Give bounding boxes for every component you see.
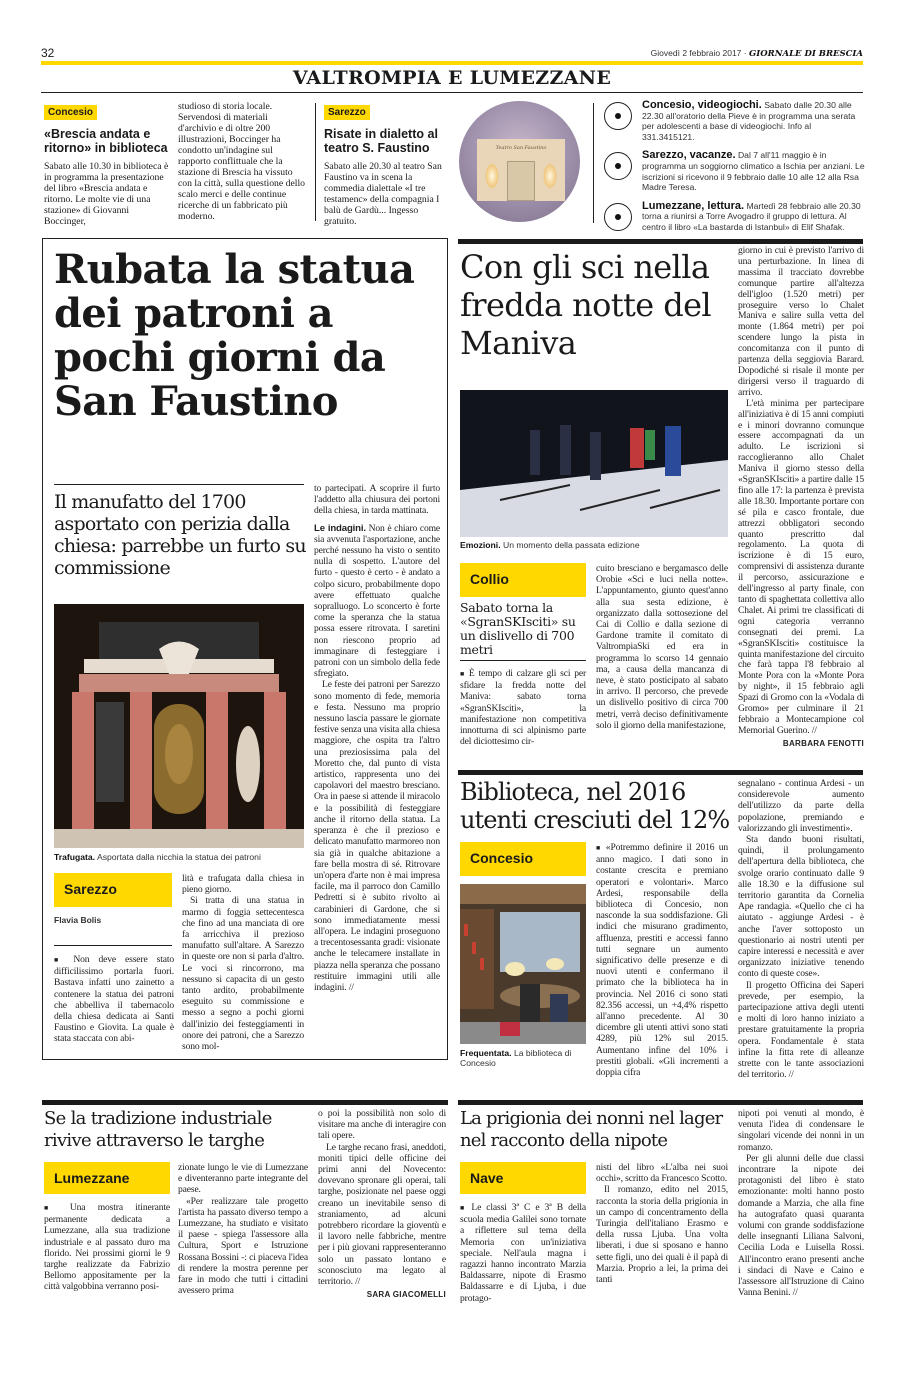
prigionia-col2 — [596, 1162, 728, 1285]
brief-sarezzo-tag: Sarezzo — [324, 105, 370, 120]
note-text: Dal 7 all'11 maggio è in programma un soggiorno climatico a Ischia per anziani. Le iscrizioni si ricevono il 9 febbraio dalle 10 alle 12 alla Rsa Madre Teresa. — [642, 150, 865, 193]
ski-caption-lead: Emozioni. — [460, 540, 501, 550]
page-number: 32 — [41, 46, 55, 60]
note-text: Sabato dalle 20.30 alle 22.30 all'oratorio della Pieve è in programma una serata per adolescenti a base di videogiochi. Info al 331.3415121. — [642, 100, 856, 142]
brief-concesio — [44, 100, 170, 227]
issue-date-line — [651, 48, 863, 59]
altar-illustration — [54, 604, 304, 848]
targhe-col2-p1: zionate lungo le vie di Lumezzane e diventeranno parte integrante del paese. — [178, 1162, 308, 1196]
statua-col2-p2: Si tratta di una statua in marmo di foggia settecentesca che fino ad una manciata di ore fa arricchiva il prezioso manufatto sull'altare. A Sarezzo in queste ore non si parla d'altro. Le voci si rincorrono, ma nessuno si capacita di un gesto tanto ardito, probabilmente eseguito su commissione e messo a segno a pochi giorni dall'inizio dei festeggiamenti in onore dei patroni, che a Sarezzo sono mol- — [182, 895, 304, 1053]
statua-author-rule — [54, 945, 172, 946]
library-caption-lead: Frequentata. — [460, 1048, 512, 1058]
ski-illustration — [460, 390, 728, 537]
biblioteca-col2 — [738, 778, 864, 1080]
ski-caption-text: Un momento della passata edizione — [502, 540, 640, 550]
statua-col2-p1: lità e trafugata dalla chiesa in pieno giorno. — [182, 873, 304, 896]
statua-col3-p3: Le feste dei patroni per Sarezzo sono momento di fede, memoria e festa. Nessuno ma proprio nessuno lascia passare le giornate festive senza una visita alla chiesa maggiore, che ospita tra l'altro una preziosissima pala del Moretto che, dal punto di vista artistico, rappresenta uno dei capolavori del maestro bresciano. Ora in paese si attende il miracolo e la possibilità di festeggiare anche il ritorno della statua. La speranza è che il prezioso e delicato manufatto marmoreo non sia già in qualche abitazione a fare bella mostra di sé. Ritrovare un'opera d'arte non è mai impresa facile, ma il parroco don Camillo Pedretti si è subito rivolto ai carabinieri di Gardone, che si sono immediatamente messi all'opera. Le indagini proseguono a trecentosessanta gradi: visionate anche le telecamere installate in piazza nella speranza che possano restituire immagini utili alle indagini. // — [314, 679, 440, 993]
sci-col3-p2: L'età minima per partecipare all'iniziativa è di 15 anni compiuti e i minori dovranno comunque essere accompagnati da un adulto. Le iscrizioni si raccoglieranno allo Chalet Maniva il giorno stesso della «SgranSKIsciti» a partire dalle 15 fino alle 17: la partenza è prevista alle 18.30. Importante portare con sé pila e casco frontale, due attrezzi obbligatori secondo quanto prescritto dal regolamento. La quota di iscrizione è di 15 euro, comprensivi di assistenza durante il percorso, assicurazione e dell'ingresso al party finale, con tanto di spaghettata collettiva allo Chalet. Ai primi tre classificati di ogni categoria verranno consegnati dei premi. La «SgranSKIsciti» costituisce la quinta manifestazione del circuito che farà tappa l'8 febbraio al Monte Pora con la «Monte Pora by night», il 15 febbraio agli Spazi di Gromo con la «Vodala di Gromo» per culminare il 21 febbraio a Montecampione col Memorial Guerino. // — [738, 397, 864, 736]
note-item — [604, 201, 866, 233]
prigionia-col1-text: ■ Le classi 3ª C e 3ª B della scuola media Galilei sono tornate a riflettere sul tema della Memoria con un'iniziativa speciale. Nell'aula magna i ragazzi hanno incontrato Marzia Baldassarre, nipote di Erasmo Baldassarre e di Ljuba, i due protago- — [460, 1202, 586, 1304]
targhe-col3-p1: o poi la possibilità non solo di visitare ma anche di interagire con tali opere. — [318, 1108, 446, 1142]
biblioteca-location-tag: Concesio — [460, 842, 586, 876]
article-sci-headline: Con gli sci nella fredda notte del Maniva — [460, 248, 712, 362]
statua-col2 — [182, 873, 304, 1052]
altar-caption — [54, 852, 304, 862]
sci-col1-text: ■ È tempo di calzare gli sci per sfidare la fredda notte del Maniva: sabato torna «SgranSKIsciti», la manifestazione non competitiva innotturna di sci alpinismo parte del diciottesimo cir- — [460, 668, 586, 747]
date-separator: · — [743, 48, 747, 58]
sci-col2-text: cuito bresciano e bergamasco delle Orobie «Sci e luci nella notte». L'appuntamento, giunto quest'anno alla sua sesta edizione, è organizzato dalla sottosezione del Cai di Collio e dalla sezione di Gardone tramite il comitato di ValtrompiaSki ed era in programma lo scorso 14 gennaio ma, a causa della mancanza di neve, è stato posticipato al sabato in arrivo. Il percorso, che prevede un dislivello positivo di circa 700 metri, verrà deciso definitivamente solo il giorno della manifestazione, — [596, 563, 728, 731]
article-statua-headline: Rubata la statua dei patroni a pochi giorni da San Faustino — [54, 246, 415, 425]
brief-concesio-text-cont: studioso di storia locale. Servendosi di materiali d'archivio e di oltre 200 illustrazioni, Boccinger ha condotto un'indagine sul rapporto conflittuale che la stazione di Brescia ha vissuto con la città, sulla questione dello scalo merci e delle continue ricerche di un fabbricato più moderno. — [178, 101, 305, 222]
targhe-col2-p2: «Per realizzare tale progetto l'artista ha passato diverso tempo a Lumezzane, ha studiato e visitato il paese - spiega l'assessore alla Cultura, Sport e Istruzione Rossana Bossini -: ci piaceva l'idea di rendere la mostra perenne per fare in modo che tutti i cittadini avessero prima — [178, 1195, 308, 1297]
prigionia-col2-p1: nisti del libro «L'alba nei suoi occhi», scritto da Francesco Scotto. — [596, 1162, 728, 1185]
brief-concesio-tag: Concesio — [44, 105, 97, 120]
library-illustration — [460, 884, 586, 1044]
targhe-col3 — [318, 1108, 446, 1300]
note-text: Martedì 28 febbraio alle 20.30 torna a riunirsi a Torre Avogadro il gruppo di lettura. Al centro il libro «La bastarda di Istanbul» di Elif Shafak. — [642, 200, 861, 232]
prigionia-location-tag: Nave — [460, 1162, 586, 1194]
statua-col1 — [54, 954, 174, 1045]
brief-sarezzo-title: Risate in dialetto al teatro S. Faustino — [324, 127, 438, 155]
targhe-location-tag: Lumezzane — [44, 1162, 170, 1194]
header-accent-bar — [41, 61, 863, 65]
note-item — [604, 150, 866, 192]
targhe-col2 — [178, 1162, 308, 1296]
targhe-col1-text: ■ Una mostra itinerante permanente dedicata a Lumezzane, alla sua tradizione industriale e al passato duro ma florido. Nei prossimi giorni le 9 targhe realizzate da Fabrizio Bellomo appositamente per la città valgobbina verranno posi- — [44, 1202, 170, 1293]
targhe-col3-p2: Le targhe recano frasi, aneddoti, moniti tipici delle officine dei primi anni del Novecento: dovevano spronare gli operai, tali targhe, posizionate nel paese oggi creano un inevitabile senso di straniamento, ad alcuni potrebbero ricordare la gioventù e il lavoro nelle fabbriche, mentre per i più giovani rappresenteranno solo un passato lontano e sconosciuto ma legato al territorio. // — [318, 1141, 446, 1288]
library-caption-text: La biblioteca di Concesio — [460, 1048, 572, 1068]
article-prigionia-headline: La prigionia dei nonni nel lager nel racconto della nipote — [460, 1108, 723, 1151]
biblioteca-col1-text: ■ «Potremmo definire il 2016 un anno magico. I dati sono in costante crescita e premiano operatori e volontari». Marco Ardesi, responsabile della biblioteca di Concesio, non nasconde la sua soddisfazione. Gli indici che misurano gradimento, affluenza, prestiti e accessi fanno tutti segnare un aumento significativo delle presenze e di nuovi utenti e confermano il primato che la biblioteca ha in provincia. Nel 2016 ci sono stati 82.356 accessi, un +4,4% rispetto all'anno precedente. Al 30 dicembre gli utenti attivi sono stati 4289, più 12% sul 2015. Aumentano infine del 10% i prestiti globali. «Gli incrementi a doppia cifra — [596, 842, 728, 1078]
brief-concesio-title: «Brescia andata e ritorno» in biblioteca — [44, 127, 168, 155]
brief-sarezzo-text: Sabato alle 20.30 al teatro San Faustino va in scena la commedia dialettale «I tre testamenc» della compagnia I balù de Gardù... Ingesso gratuito. — [324, 161, 442, 227]
statua-col3-lead: Le indagini. — [314, 522, 366, 534]
note-item — [604, 100, 866, 142]
altar-caption-lead: Trafugata. — [54, 852, 96, 862]
biblioteca-col1 — [596, 842, 728, 1078]
section-title: VALTROMPIA E LUMEZZANE — [292, 67, 612, 89]
lamp-left — [485, 163, 499, 189]
ski-photo — [460, 390, 728, 537]
statua-subhead-rule — [54, 484, 304, 485]
header-divider — [41, 92, 863, 93]
theater-photo — [459, 101, 580, 222]
prigionia-top-rule — [458, 1100, 863, 1105]
prigionia-col1 — [460, 1202, 586, 1304]
statua-location-tag: Sarezzo — [54, 873, 172, 907]
sci-col2 — [596, 563, 728, 731]
library-photo — [460, 884, 586, 1044]
newspaper-name: GIORNALE DI BRESCIA — [749, 49, 863, 59]
note-title: Sarezzo, vacanze. — [642, 149, 736, 162]
prigionia-col3-p1: nipoti poi venuti al mondo, è venuta l'idea di condensare le singolari vicende dei nonni in un romanzo. — [738, 1108, 864, 1153]
statua-col3 — [314, 483, 440, 993]
sci-col1 — [460, 668, 586, 747]
theater-sign: Teatro San Faustino — [495, 145, 547, 151]
issue-date: Giovedì 2 febbraio 2017 — [650, 48, 742, 58]
lamp-right — [543, 163, 557, 189]
sci-col3 — [738, 246, 864, 750]
sci-subhead: Sabato torna la «SgranSKIsciti» su un dislivello di 700 metri — [460, 600, 576, 657]
library-caption — [460, 1048, 596, 1068]
targhe-top-rule — [42, 1100, 448, 1105]
biblioteca-col2-p3: Il progetto Officina dei Saperi prevede, per esempio, la partecipazione attiva degli utenti e molti di loro hanno iniziato a prestare gratuitamente la propria opera. Fondamentale è stata infine la fitta rete di alleanze strette con le tante associazioni del territorio. // — [738, 979, 864, 1081]
article-statua-subhead: Il manufatto del 1700 asportato con perizia dalla chiesa: parrebbe un furto su commissione — [54, 491, 306, 579]
note-title: Lumezzane, lettura. — [642, 199, 745, 212]
targhe-col1 — [44, 1202, 170, 1293]
biblioteca-top-rule — [458, 770, 863, 775]
prigionia-col2-p2: Il romanzo, edito nel 2015, racconta la storia della prigionia in un campo di concentramento della Turingia dell'italiano Erasmo e della russa Ljuba. Una volta liberati, i due si sposano e hanno sette figli, uno dei quali è il papà di Marzia. Proprio a lei, la prima dei tanti — [596, 1184, 728, 1286]
targhe-byline: SARA GIACOMELLI — [366, 1290, 446, 1300]
brief-concesio-text: Sabato alle 10.30 in biblioteca è in programma la presentazione del libro «Brescia andata e ritorno. Le molte vie di una stazione» di Giovanni Boccinger, — [44, 161, 169, 227]
biblioteca-col2-p1: segnalano - continua Ardesi - un considerevole aumento dell'utilizzo da parte della popolazione, premiando e valorizzando gli investimenti». — [738, 778, 864, 834]
statua-col1-text: ■ Non deve essere stato difficilissimo portarla fuori. Bastava infatti uno zainetto a contenere la statua dei patroni che abbelliva il tabernacolo della chiesa dedicata ai Santi Faustino e Giovita. La quale è stata staccata con abi- — [54, 954, 174, 1045]
article-targhe-headline: Se la tradizione industriale rivive attraverso le targhe — [44, 1108, 272, 1151]
statua-col3-p2: Non è chiaro come sia avvenuta l'asportazione, anche perché nessuno ha visto o sentito nulla di sospetto. L'autore del furto - questo è certo - è andato a colpo sicuro, probabilmente dopo avere effettuato qualche sopralluogo. Lo sconcerto è forte come la speranza che la statua possa essere ritrovata. I saretini non riescono proprio ad immaginare di festeggiare i patroni con un simbolo della fede sfregiato. — [314, 522, 441, 680]
sci-col3-p1: giorno in cui è previsto l'arrivo di una perturbazione. In linea di massima il tracciato dovrebbe comunque partire all'altezza dell'igloo (1.520 metri) per proseguire verso lo Chalet Maniva e salire sulla vetta del monte (1.864 metri) per poi scendere lungo la pista in concomitanza con il punto di partenza della seggiovia Barard. Dopodiché si risale il monte per dirigersi verso il traguardo di arrivo. — [738, 245, 864, 398]
biblioteca-col2-p2: Sta dando buoni risultati, quindi, il prolungamento dell'apertura della biblioteca, che svolge orario continuato dalle 9 alle 18.30 e la diffusione sul territorio garantita da Cornelia Ape randagia. «Quello che ci ha aiutato - aggiunge Ardesi - è anche l'aver sottoposto un questionario ai nostri utenti per capire interessi e necessità e aver organizzato iniziative tenendo conto di queste cose». — [738, 834, 864, 980]
bullet-circle-icon — [604, 102, 632, 130]
prigionia-col3 — [738, 1108, 864, 1298]
sci-top-rule — [458, 239, 863, 244]
altar-photo — [54, 604, 304, 848]
note-title: Concesio, videogiochi. — [642, 99, 762, 111]
sci-location-tag: Collio — [460, 563, 586, 597]
notes-list — [604, 100, 866, 241]
prigionia-col3-p2: Per gli alunni delle due classi incontrare la nipote dei protagonisti del libro è stato emozionante: molti hanno posto domande a Marzia, che alla fine ha autografato quasi quaranta volumi con grande soddisfazione delle insegnanti Liliana Salvoni, Cecilia Loda e Luisella Rossi. All'incontro erano presenti anche i sindaci di Nave e Caino e l'assessore all'Istruzione di Caino Vanna Benini. // — [738, 1152, 864, 1299]
brief-divider — [315, 103, 316, 221]
sci-subhead-rule — [460, 660, 586, 661]
theater-door — [507, 161, 535, 201]
bullet-circle-icon — [604, 203, 632, 231]
sci-byline: BARBARA FENOTTI — [782, 738, 864, 748]
bullet-circle-icon — [604, 152, 632, 180]
altar-caption-text: Asportata dalla nicchia la statua dei patroni — [97, 852, 261, 862]
brief-sarezzo — [324, 100, 450, 227]
statua-author: Flavia Bolis — [54, 915, 102, 925]
notes-divider — [593, 103, 594, 223]
article-biblioteca-headline: Biblioteca, nel 2016 utenti cresciuti del 12% — [460, 778, 730, 834]
ski-caption — [460, 540, 730, 550]
statua-col3-p1: to partecipati. A scoprire il furto l'addetto alla chiusura dei portoni della chiesa, in tarda mattinata. — [314, 483, 440, 517]
